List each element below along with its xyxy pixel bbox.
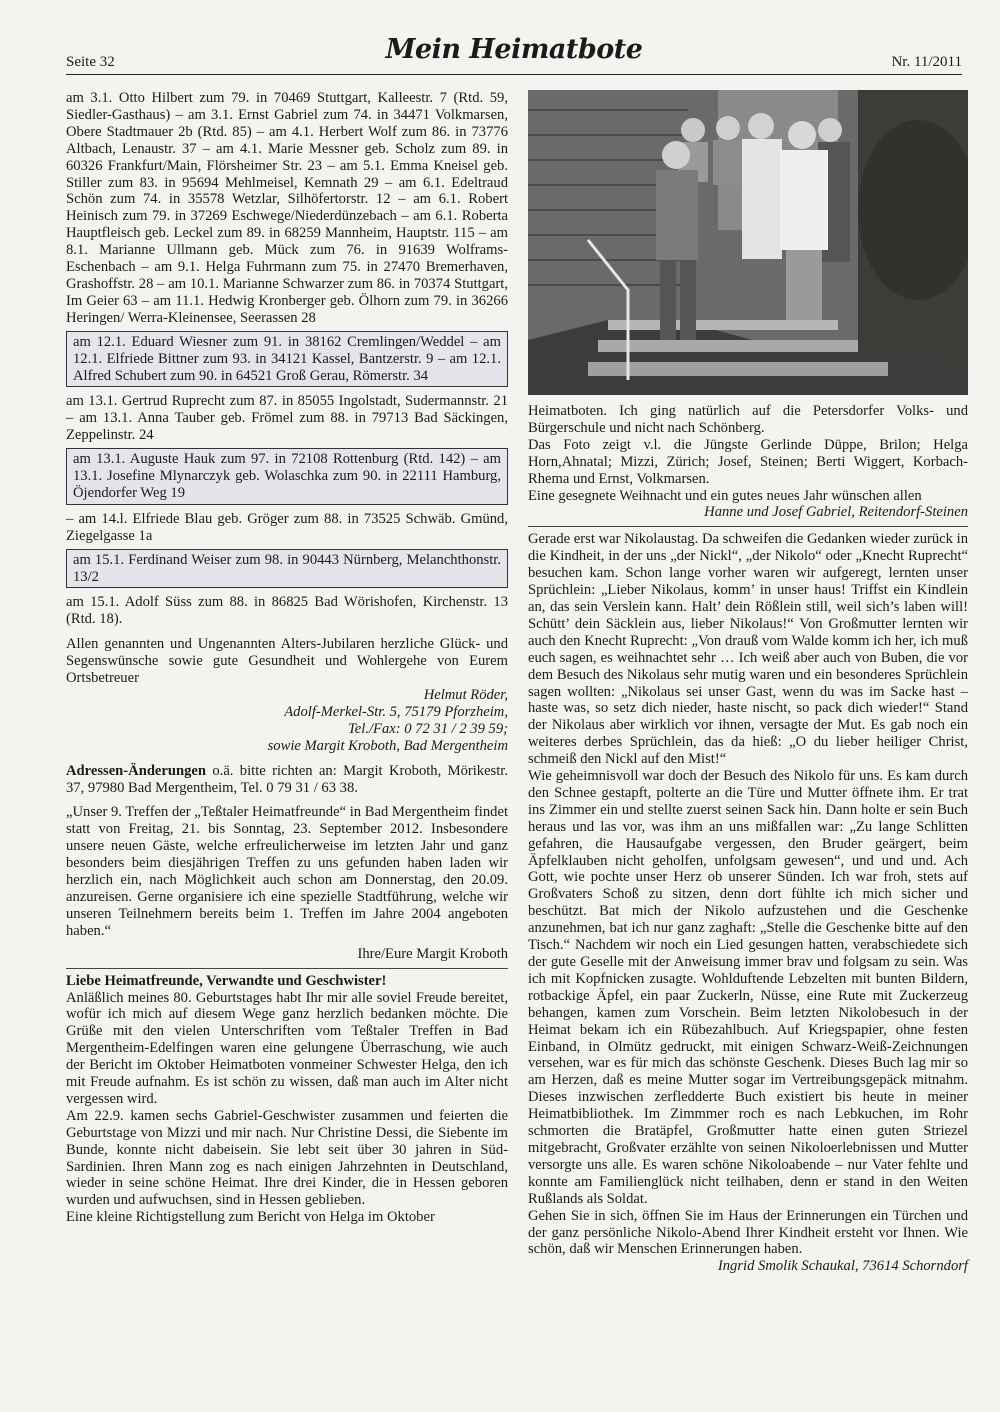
section-divider — [528, 526, 968, 527]
birthday-list-3: – am 14.l. Elfriede Blau geb. Gröger zum 88. in 73525 Schwäb. Gmünd, Ziegelgasse 1a — [66, 510, 508, 544]
meeting-announcement: „Unser 9. Treffen der „Teßtaler Heimatfreunde“ in Bad Mergentheim findet statt von Freitag, 21. bis Sonntag, 23. September 2012. Insbesondere unsere neuen Gäste, welche erfreulicherweise im letzten Jahr und ganz besonders beim diesjährigen Treffen zu uns gefunden haben laden wir herzlich ein, nach Möglichkeit auch schon am Donnerstag, den 20.09. anzureisen. Gerne organisiere ich eine spezielle Stadtführung, welche wir unseren Teilnehmern bereits beim 1. Treffen im Jahre 2004 angeboten haben.“ — [66, 804, 508, 939]
signature-line: Helmut Röder, — [423, 687, 508, 703]
section-divider — [66, 968, 508, 969]
birthday-list-2: am 13.1. Gertrud Ruprecht zum 87. in 85055 Ingolstadt, Sudermannstr. 21 – am 13.1. Anna Tauber geb. Frömel zum 88. in 79713 Bad Säckingen, Zeppelinstr. 24 — [66, 393, 508, 444]
nikolaus-paragraph: Gerade erst war Nikolaustag. Da schweifen die Gedanken wieder zurück in die Kindheit, in der uns „der Nickl“, „der Nikolo“ oder „Knecht Ruprecht“ besuchen kam. Schon lange vorher waren wir aufgeregt, lernten unser Sprüchlein: „Lieber Nikolaus, komm’ in unser haus! Triffst ein Kindlein an, das sein Verslein kann. Halt’ dein Rößlein still, weil sich’s laben will! Schütt’ dein Säcklein aus, lieber Nikolaus!“ Von Großmutter lernten wir auch den Knecht Ruprecht: „Von drauß vom Walde komm ich her, ich muß euch sagen, es weihnachtet sehr … Ich weiß aber auch von Buben, die vor dem Besuch des Nikolaus sehr mutig waren und ein besonderes Sprüchlein sagen wollten: „Nikolaus sei unser Gast, wenn du was im Sacke hast – haste was, so setz dich nieder, haste nischt, so pack dich wieder!“ Stand der Nikolaus aber wirklich vor ihnen, versagte der Mut. Es gab noch ein weiteres derbes Sprüchlein, das da hieß: „O du lieber heiliger Christ, schmeiß den Nickl auf den Mist!“ — [528, 531, 968, 768]
letter-continuation: Heimatboten. Ich ging natürlich auf die Petersdorfer Volks- und Bürgerschule und nicht nach Schönberg. — [528, 403, 968, 436]
photo-caption: Das Foto zeigt v.l. die Jüngste Gerlinde Düppe, Brilon; Helga Horn,Ahnatal; Mizzi, Zürich; Josef, Steinen; Berti Wiggert, Korbach-Rhema und Ernst, Volkmarsen. — [528, 436, 968, 487]
page-number: Seite 32 — [66, 54, 115, 70]
masthead-logo: Mein Heimatbote — [385, 34, 643, 65]
box-3-text: am 15.1. Ferdinand Weiser zum 98. in 90443 Nürnberg, Melanchthonstr. 13/2 — [73, 551, 501, 585]
box-1-text: am 12.1. Eduard Wiesner zum 91. in 38162 Cremlingen/Weddel – am 12.1. Elfriede Bittner zum 93. in 34121 Kassel, Bantzerstr. 9 – am 12.1. Alfred Schubert zum 90. in 64521 Groß Gerau, Römerstr. 34 — [73, 333, 501, 384]
greeting-text: Allen genannten und Ungenannten Alters-Jubilaren herzliche Glück- und Segenswünsche sowie gute Gesundheit und Wohlergehe von Eurem Ortsbetreuer — [66, 636, 508, 687]
issue-number: Nr. 11/2011 — [891, 54, 962, 70]
address-change-notice — [66, 763, 508, 797]
signature-line: Adolf-Merkel-Str. 5, 75179 Pforzheim, — [284, 703, 508, 720]
family-photo-image — [528, 90, 968, 395]
letter-heading: Liebe Heimatfreunde, Verwandte und Geschwister! — [66, 972, 387, 989]
family-photo — [528, 90, 968, 395]
right-column — [528, 403, 968, 1275]
signature-roeder — [66, 687, 508, 755]
highlight-box-3 — [66, 549, 508, 589]
gabriel-signature: Hanne und Josef Gabriel, Reitendorf-Steinen — [704, 504, 968, 521]
nikolaus-paragraph: Wie geheimnisvoll war doch der Besuch des Nikolo für uns. Es kam durch den Schnee gestapft, polterte an die Türe und Mutter öffnete ihm. Er trat ins Zimmer ein und stellte zuerst seinen Sack hin. Dann holte er sein Buch heraus und las vor, was ihm an uns mißfallen war: „Zu lange Schlitten gefahren, die Hausaufgabe vergessen, den Bruder geärgert, beim Äpfelklauben nicht geholfen, unfolgsam gewesen“, und und und. Ach Gott, wie pochte unser Herz ob unserer Sünden. Ich war froh, stets auf Großvaters Schoß zu sitzen, denn dort fühlte ich mich sicher und beschützt. Bat mich der Nikolo aufzustehen und die Geschenke anzunehmen, bat ich nur ganz zaghaft: „Stelle die Geschenke bitte auf den Tisch.“ Nachdem wir noch ein Lied gesungen hatten, verabschiedete sich der gute Geselle mit der Anweisung immer brav und folgsam zu sein. Was ich mit Kopfnicken zusagte. Wohlduftende Lebzelten mit bunten Bildern, rotbackige Äpfel, ein paar Zuckerln, Nüsse, eine Rute mit Zuckerzeug behangen, kamen zum Vorschein. Beim letzten Nikolobesuch in der Heimat bekam ich ein Rübezahlbuch. Auf Kriegspapier, ohne festen Einband, in Olmütz gedruckt, mit einigen Schwarz-Weiß-Zeichnungen versehen, war es für mich das schönste Geschenk. Dieses Buch lag mir so am Herzen, daß es meine Mutter sogar im Vertreibungsgepäck mitnahm. Dieses inzwischen zerfledderte Buch existiert bis heute in meiner Heimatbibliothek. Im Zimmmer roch es nach Lebkuchen, im Rohr schmorten die Bratäpfel, Großmutter hatte einen guten Striezel mitgebracht, Großvater erzählte von seinen Nikoloerlebnissen und Mutter versorgte uns alle. Es waren schöne Nikoloabende – nur Vater fehlte und konnte am Familienglück nicht teilhaben, denn er stand in den Weiten Rußlands als Soldat. — [528, 768, 968, 1207]
signature-line: Tel./Fax: 0 72 31 / 2 39 59; — [348, 720, 508, 737]
address-heading: Adressen-Änderungen — [66, 762, 207, 779]
highlight-box-1 — [66, 331, 508, 388]
meeting-signature: Ihre/Eure Margit Kroboth — [357, 945, 508, 962]
page-header — [66, 34, 962, 78]
nikolaus-paragraph: Gehen Sie in sich, öffnen Sie im Haus der Erinnerungen ein Türchen und der ganz persönliche Nikolo-Abend Ihrer Kindheit ersteht vor Ihnen. Wie schön, daß wir Menschen Erinnerungen haben. — [528, 1207, 968, 1258]
left-column — [66, 90, 508, 1226]
birthday-list-4: am 15.1. Adolf Süss zum 88. in 86825 Bad Wörishofen, Kirchenstr. 13 (Rtd. 18). — [66, 594, 508, 628]
season-greeting: Eine gesegnete Weihnacht und ein gutes neues Jahr wünschen allen — [528, 487, 922, 504]
letter-paragraph: Anläßlich meines 80. Geburtstages habt Ihr mir alle soviel Freude bereitet, wofür ich mich auf diesem Wege ganz herzlich bedanken möchte. Die Grüße mit den vielen Unterschriften vom Teßtaler Treffen in Bad Mergentheim-Edelfingen waren eine gelungene Überraschung, wie auch der Bericht im Oktober Heimatboten vonmeiner Schwester Helga, den ich mit Freude aufnahm. Es ist schön zu wissen, daß man auch im Alter nicht vergessen wird. — [66, 989, 508, 1107]
signature-line: sowie Margit Kroboth, Bad Mergentheim — [267, 737, 508, 754]
birthday-list-1: am 3.1. Otto Hilbert zum 79. in 70469 Stuttgart, Kalleestr. 7 (Rtd. 59, Siedler-Gasthaus) – am 3.1. Ernst Gabriel zum 74. in 34471 Volkmarsen, Obere Stadtmauer 2b (Rtd. 85) – am 4.1. Herbert Wolf zum 86. in 73776 Altbach, Lenaustr. 37 – am 4.1. Marie Messner geb. Scholz zum 89. in 60326 Frankfurt/Main, Flörsheimer Str. 23 – am 5.1. Emma Kneisel geb. Stiller zum 83. in 95694 Mehlmeisel, Kemnath 29 – am 6.1. Edeltraud Schön zum 74. in 35578 Wetzlar, Silhöfertorstr. 12 – am 6.1. Robert Heinisch zum 79. in 37269 Eschwege/Niederdünzebach – am 6.1. Roberta Hauptfleisch geb. Leckel zum 89. in 68259 Mannheim, Hauptstr. 115 – am 8.1. Marianne Ullmann geb. Mück zum 76. in 91639 Wolframs-Eschenbach – am 9.1. Helga Fuhrmann zum 75. in 27470 Bremerhaven, Grashoffstr. 28 – am 10.1. Marianne Schwarzer zum 86. in 70374 Stuttgart, Im Geier 63 – am 11.1. Hedwig Kronberger geb. Ölhorn zum 79. in 36266 Heringen/ Werra-Kleinensee, Seerassen 28 — [66, 90, 508, 326]
highlight-box-2 — [66, 448, 508, 505]
header-divider — [66, 74, 962, 75]
box-2-text: am 13.1. Auguste Hauk zum 97. in 72108 Rottenburg (Rtd. 142) – am 13.1. Josefine Mlynarczyk geb. Wolaschka zum 90. in 22111 Hamburg, Öjendorfer Weg 19 — [73, 451, 501, 501]
letter-paragraph: Am 22.9. kamen sechs Gabriel-Geschwister zusammen und feierten die Geburtstage von Mizzi und mir nach. Nur Christine Dessi, die Siebente im Bunde, konnte nicht dabeisein. Sie lebt seit über 30 jahren in Süd-Sardinien. Ihren Mann zog es nach einigen Jahrzehnten in Deutschland, wieder in seine schöne Heimat. Ihre drei Kinder, die in Hessen geboren wurden und aufwuchsen, sind in Hessen geblieben. — [66, 1107, 508, 1209]
letter-paragraph: Eine kleine Richtigstellung zum Bericht von Helga im Oktober — [66, 1209, 435, 1226]
smolik-signature: Ingrid Smolik Schaukal, 73614 Schorndorf — [717, 1258, 968, 1275]
address-text: o.ä. bitte richten an: Margit Kroboth, Mörikestr. 37, 97980 Bad Mergentheim, Tel. 0 79 31 / 63 38. — [66, 762, 508, 796]
